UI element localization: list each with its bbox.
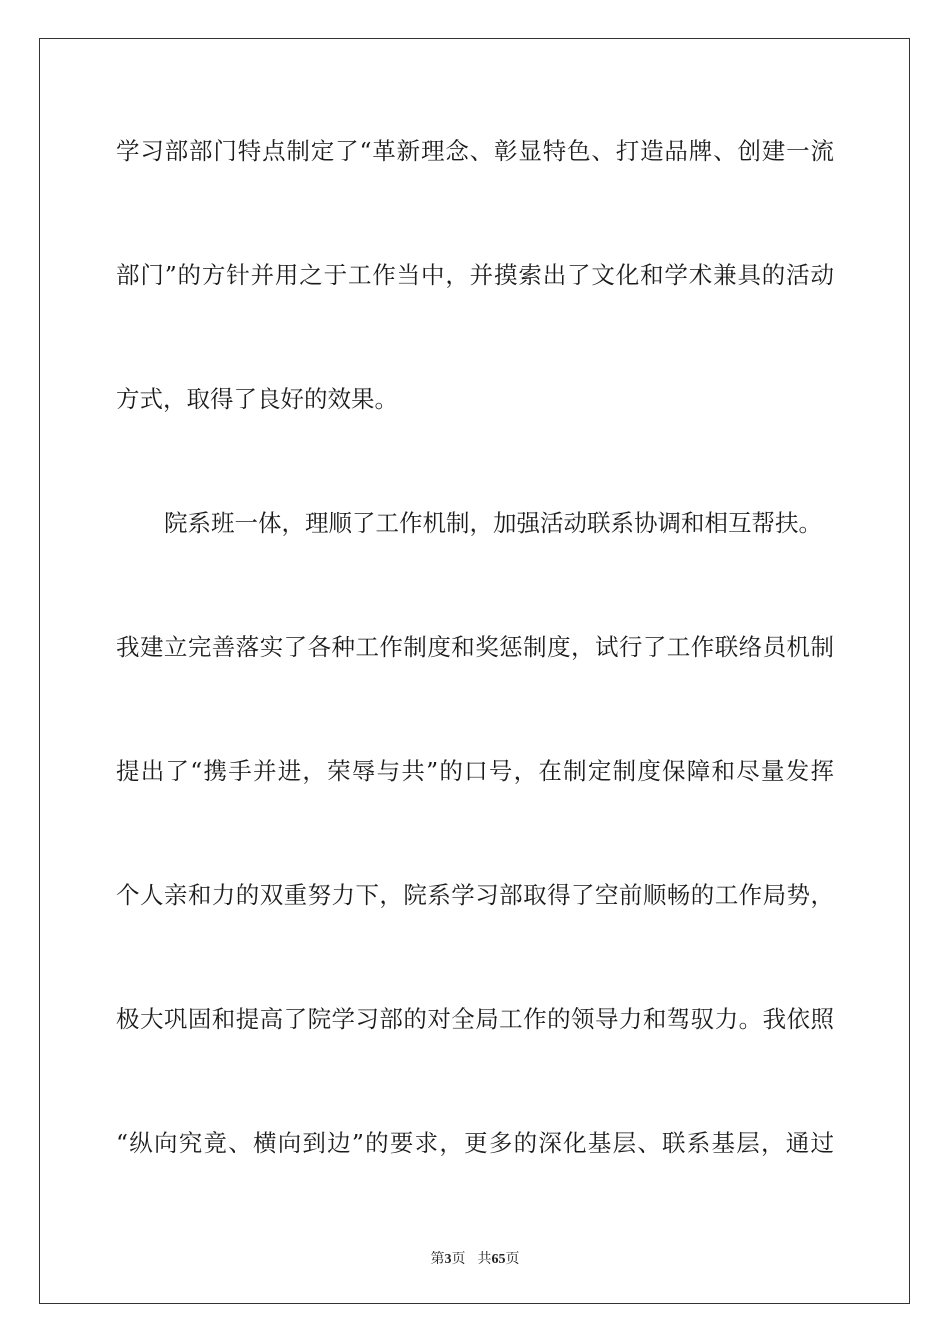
total-suffix: 页	[505, 1252, 520, 1267]
total-pages: 65	[491, 1252, 506, 1267]
body-text-line-5: 我建立完善落实了各种工作制度和奖惩制度，试行了工作联络员机制	[116, 633, 834, 661]
page-border	[39, 38, 910, 1304]
page-prefix: 第	[430, 1252, 445, 1267]
body-text-line-7: 个人亲和力的双重努力下，院系学习部取得了空前顺畅的工作局势，	[116, 881, 834, 909]
body-text-line-8: 极大巩固和提高了院学习部的对全局工作的领导力和驾驭力。我依照	[116, 1005, 834, 1033]
body-text-line-3: 方式，取得了良好的效果。	[116, 385, 398, 413]
body-text-line-6: 提出了“携手并进，荣辱与共”的口号，在制定制度保障和尽量发挥	[116, 757, 834, 785]
body-text-line-2: 部门”的方针并用之于工作当中，并摸索出了文化和学术兼具的活动	[116, 261, 834, 289]
page-suffix: 页	[451, 1252, 466, 1267]
total-prefix: 共	[477, 1252, 492, 1267]
page-number: 3	[444, 1252, 452, 1267]
body-text-line-4: 院系班一体，理顺了工作机制，加强活动联系协调和相互帮扶。	[164, 509, 822, 537]
body-text-line-1: 学习部部门特点制定了“革新理念、彰显特色、打造品牌、创建一流	[116, 137, 834, 165]
body-text-line-9: “纵向究竟、横向到边”的要求，更多的深化基层、联系基层，通过	[116, 1129, 834, 1157]
page-footer	[0, 1248, 950, 1268]
